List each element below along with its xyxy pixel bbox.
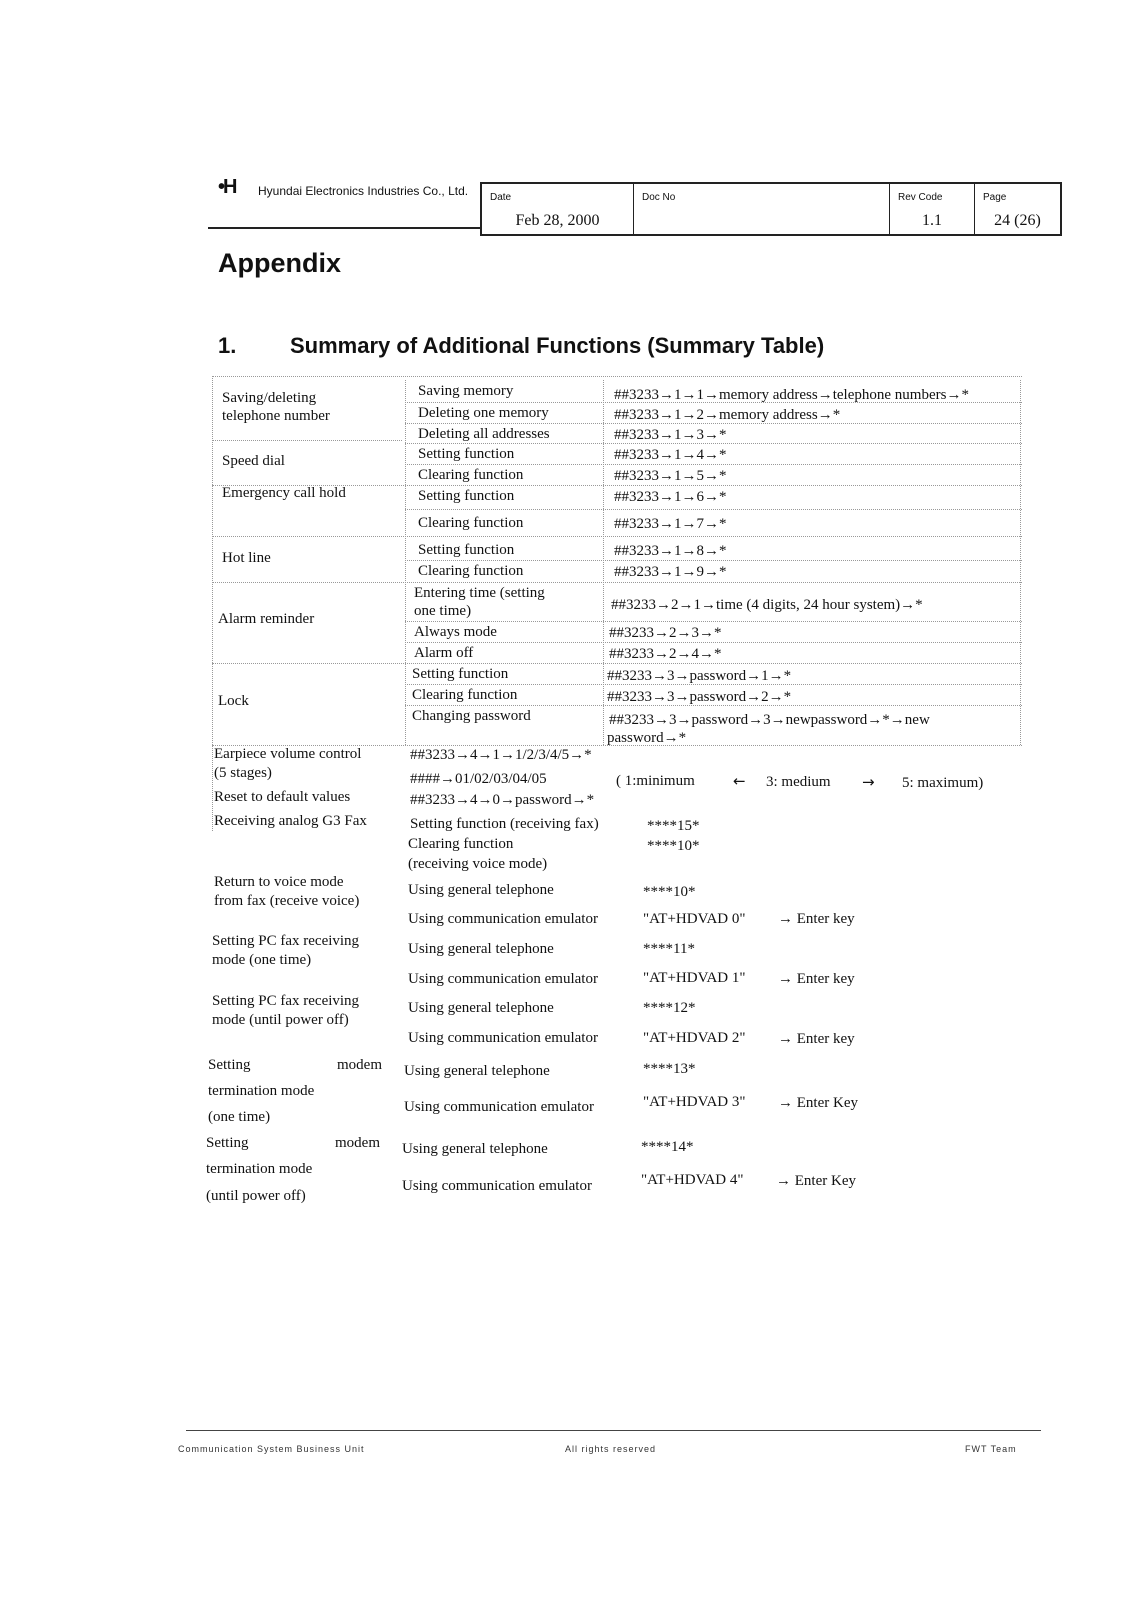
code-alarm-off: ##3233→2→4→*	[609, 646, 722, 662]
category-modem-until-off: Setting	[206, 1135, 249, 1151]
docno-label: Doc No	[642, 192, 676, 203]
function-hot-clear: Clearing function	[418, 563, 524, 579]
function-deleting-one-memory: Deleting one memory	[418, 405, 549, 421]
page-label: Page	[983, 192, 1007, 203]
code-emergency-set: ##3233→1→6→*	[614, 489, 727, 505]
category-modem-one-time: Setting	[208, 1057, 251, 1073]
category-hot-line: Hot line	[222, 550, 271, 566]
function-emergency-clear: Clearing function	[418, 515, 524, 531]
code-pc-one-general: ****11*	[643, 941, 695, 957]
category-modem-one-time-cont: termination mode	[208, 1083, 315, 1099]
table-column-rule	[1020, 380, 1021, 745]
function-alarm-always: Always mode	[414, 624, 497, 640]
enter-key-pc-one: → Enter key	[778, 971, 855, 987]
function-deleting-all: Deleting all addresses	[418, 426, 550, 442]
function-pc-one-general: Using general telephone	[408, 941, 554, 957]
code-saving-memory: ##3233→1→1→memory address→telephone numbers→*	[614, 387, 969, 403]
code-hot-clear: ##3233→1→9→*	[614, 564, 727, 580]
header-rule	[208, 227, 480, 229]
code-modem-one-general: ****13*	[643, 1061, 696, 1077]
company-name: Hyundai Electronics Industries Co., Ltd.	[258, 184, 469, 198]
function-hot-set: Setting function	[418, 542, 515, 558]
category-modem-one-time-cont2: (one time)	[208, 1109, 271, 1125]
function-saving-memory: Saving memory	[418, 383, 514, 399]
function-modem-one-general: Using general telephone	[404, 1063, 550, 1079]
code-deleting-all: ##3233→1→3→*	[614, 427, 727, 443]
function-emergency-set: Setting function	[418, 488, 515, 504]
category-modem-until-off-cont2: (until power off)	[206, 1188, 306, 1204]
category-pc-fax-until-off: Setting PC fax receiving	[212, 993, 360, 1009]
code-lock-change-password-cont: password→*	[607, 730, 687, 746]
date-cell	[482, 184, 634, 234]
category-earpiece-volume: Earpiece volume control	[214, 746, 362, 762]
function-modem-one-emulator: Using communication emulator	[404, 1099, 594, 1115]
code-lock-set: ##3233→3→password→1→*	[607, 668, 792, 684]
rev-label: Rev Code	[898, 192, 943, 203]
code-emergency-clear: ##3233→1→7→*	[614, 516, 727, 532]
table-rule	[405, 621, 1022, 622]
company-logo: •H	[218, 176, 236, 198]
category-reset-defaults: Reset to default values	[214, 789, 351, 805]
function-g3-clear-cont: (receiving voice mode)	[408, 856, 548, 872]
table-rule	[212, 376, 1022, 377]
earpiece-maximum: 5: maximum)	[902, 775, 984, 791]
table-rule	[405, 464, 1022, 465]
section-title: Summary of Additional Functions (Summary Table)	[290, 333, 825, 358]
enter-key-pc-until: → Enter key	[778, 1031, 855, 1047]
page-value: 24 (26)	[994, 212, 1041, 229]
function-pc-one-emulator: Using communication emulator	[408, 971, 598, 987]
code-alarm-entering-time: ##3233→2→1→time (4 digits, 24 hour system)→*	[611, 597, 923, 613]
enter-key-modem-until: → Enter Key	[776, 1173, 856, 1189]
category-modem-until-off-b: modem	[335, 1135, 380, 1151]
function-alarm-entering-time: Entering time (setting	[414, 585, 545, 601]
code-lock-clear: ##3233→3→password→2→*	[607, 689, 792, 705]
enter-key-modem-one: → Enter Key	[778, 1095, 858, 1111]
appendix-title: Appendix	[218, 248, 342, 278]
enter-key-return: → Enter key	[778, 911, 855, 927]
function-pc-until-general: Using general telephone	[408, 1000, 554, 1016]
table-rule	[212, 582, 1022, 583]
function-return-general: Using general telephone	[408, 882, 554, 898]
footer-right: FWT Team	[965, 1444, 1017, 1454]
category-pc-fax-one-time: Setting PC fax receiving	[212, 933, 360, 949]
category-receiving-g3-fax: Receiving analog G3 Fax	[214, 813, 367, 829]
code-speed-set: ##3233→1→4→*	[614, 447, 727, 463]
category-modem-until-off-cont: termination mode	[206, 1161, 313, 1177]
code-earpiece-volume-alt: ####→01/02/03/04/05	[410, 771, 547, 787]
code-lock-change-password: ##3233→3→password→3→newpassword→*→new	[609, 712, 930, 728]
code-g3-clear: ****10*	[647, 838, 700, 854]
category-saving-deleting: Saving/deleting telephone number	[222, 390, 330, 424]
category-emergency-call-hold: Emergency call hold	[222, 485, 346, 501]
page-cell	[975, 184, 1060, 234]
function-lock-clear: Clearing function	[412, 687, 518, 703]
rev-cell	[890, 184, 975, 234]
footer-rule	[186, 1430, 1041, 1431]
category-return-voice-cont: from fax (receive voice)	[214, 893, 360, 909]
docno-cell	[634, 184, 890, 234]
code-hot-set: ##3233→1→8→*	[614, 543, 727, 559]
function-return-emulator: Using communication emulator	[408, 911, 598, 927]
table-rule	[212, 440, 402, 441]
code-reset-defaults: ##3233→4→0→password→*	[410, 792, 595, 808]
rev-value: 1.1	[922, 212, 942, 229]
table-rule	[405, 642, 1022, 643]
function-speed-clear: Clearing function	[418, 467, 524, 483]
function-speed-set: Setting function	[418, 446, 515, 462]
category-alarm-reminder: Alarm reminder	[218, 611, 315, 627]
category-pc-fax-until-off-cont: mode (until power off)	[212, 1012, 349, 1028]
function-g3-set: Setting function (receiving fax)	[410, 816, 599, 832]
code-modem-one-emulator: "AT+HDVAD 3"	[643, 1094, 746, 1110]
category-earpiece-volume-cont: (5 stages)	[214, 765, 272, 781]
date-label: Date	[490, 192, 512, 203]
category-speed-dial: Speed dial	[222, 453, 285, 469]
category-pc-fax-one-time-cont: mode (one time)	[212, 952, 312, 968]
code-g3-set: ****15*	[647, 818, 700, 834]
table-rule	[405, 560, 1022, 561]
function-alarm-entering-time-cont: one time)	[414, 603, 472, 619]
header-table	[480, 182, 1062, 236]
function-alarm-off: Alarm off	[414, 645, 474, 661]
function-modem-until-general: Using general telephone	[402, 1141, 548, 1157]
footer-left: Communication System Business Unit	[178, 1444, 365, 1454]
table-rule	[212, 536, 1022, 537]
function-lock-change-password: Changing password	[412, 708, 531, 724]
footer-center: All rights reserved	[565, 1444, 657, 1454]
code-earpiece-volume: ##3233→4→1→1/2/3/4/5→*	[410, 747, 592, 763]
earpiece-minimum: ( 1:minimum	[616, 773, 695, 789]
table-column-rule	[212, 376, 213, 831]
code-pc-one-emulator: "AT+HDVAD 1"	[643, 970, 746, 986]
code-return-general: ****10*	[643, 884, 696, 900]
arrow-left-icon: ←	[733, 772, 746, 790]
earpiece-medium: 3: medium	[766, 774, 831, 790]
code-return-emulator: "AT+HDVAD 0"	[643, 911, 746, 927]
section-number: 1.	[218, 333, 237, 358]
table-rule	[405, 509, 1022, 510]
table-rule	[212, 663, 1022, 664]
table-column-rule	[405, 380, 406, 745]
code-speed-clear: ##3233→1→5→*	[614, 468, 727, 484]
code-alarm-always: ##3233→2→3→*	[609, 625, 722, 641]
code-modem-until-general: ****14*	[641, 1139, 694, 1155]
function-lock-set: Setting function	[412, 666, 509, 682]
function-modem-until-emulator: Using communication emulator	[402, 1178, 592, 1194]
code-pc-until-emulator: "AT+HDVAD 2"	[643, 1030, 746, 1046]
code-modem-until-emulator: "AT+HDVAD 4"	[641, 1172, 744, 1188]
code-pc-until-general: ****12*	[643, 1000, 696, 1016]
function-g3-clear: Clearing function	[408, 836, 514, 852]
category-modem-one-time-b: modem	[337, 1057, 382, 1073]
category-return-voice: Return to voice mode	[214, 874, 344, 890]
date-value: Feb 28, 2000	[515, 212, 600, 229]
arrow-right-icon: →	[862, 773, 875, 791]
category-lock: Lock	[218, 693, 249, 709]
function-pc-until-emulator: Using communication emulator	[408, 1030, 598, 1046]
code-deleting-one-memory: ##3233→1→2→memory address→*	[614, 407, 841, 423]
table-column-rule	[603, 380, 604, 745]
